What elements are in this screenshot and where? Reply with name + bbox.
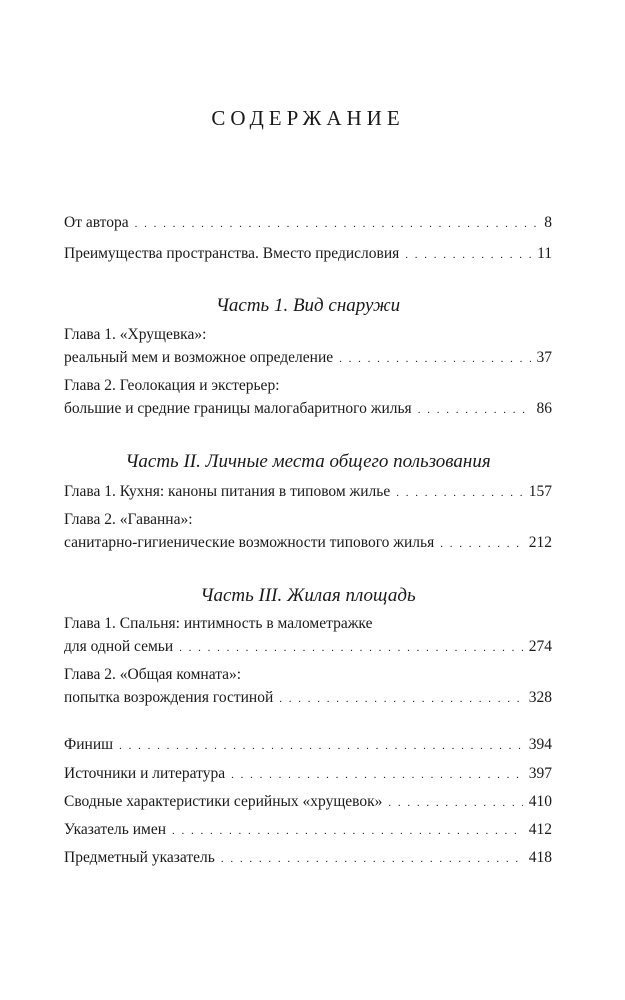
entry-page-number: 410 [528,793,552,810]
part-heading-3: Часть III. Жилая площадь [200,585,416,606]
entry-title-line: для одной семьи [64,638,174,655]
toc-entry-part3-chapter2[interactable] [64,663,552,711]
entry-page-number: 86 [536,400,552,417]
entry-page-number: 37 [536,349,552,366]
dot-leader [221,848,523,871]
entry-page-number: 412 [528,821,552,838]
toc-entry-part1-chapter2[interactable] [64,374,552,422]
entry-title-line: санитарно-гигиенические возможности типового жилья [64,534,435,551]
dot-leader [172,820,523,843]
entry-title-line: реальный мем и возможное определение [64,349,334,366]
entry-title-line: Глава 2. Геолокация и экстерьер: [64,377,280,394]
dot-leader [405,244,531,267]
entry-page-number: 8 [544,214,552,231]
entry-title: Глава 1. Кухня: каноны питания в типовом жилье [64,483,391,500]
entry-title-line: Глава 2. «Общая комната»: [64,666,242,683]
toc-entry-part3-chapter1[interactable] [64,612,552,660]
dot-leader [279,688,523,711]
dot-leader [339,348,530,371]
entry-page-number: 394 [528,736,552,753]
toc-entry-subject-index[interactable] [64,846,552,871]
entry-page-number: 397 [528,765,552,782]
entry-page-number: 11 [537,245,552,262]
entry-page-number: 212 [528,534,552,551]
toc-entry-preface[interactable] [64,242,552,267]
dot-leader [119,735,523,758]
toc-entry-name-index[interactable] [64,818,552,843]
entry-page-number: 328 [528,689,552,706]
entry-title: Предметный указатель [64,849,215,866]
entry-page-number: 418 [528,849,552,866]
toc-entry-characteristics[interactable] [64,790,552,815]
entry-title-line: попытка возрождения гостиной [64,689,274,706]
dot-leader [231,764,523,787]
toc-entry-part2-chapter1[interactable] [64,480,552,505]
entry-title: Источники и литература [64,765,226,782]
entry-title: От автора [64,214,129,231]
entry-title-line: большие и средние границы малогабаритного жилья [64,400,412,417]
entry-title: Финиш [64,736,114,753]
toc-entry-part1-chapter1[interactable] [64,323,552,371]
toc-entry-finish[interactable] [64,733,552,758]
entry-title: Преимущества пространства. Вместо предисловия [64,245,400,262]
dot-leader [135,213,539,236]
part-heading-2: Часть II. Личные места общего пользования [125,451,491,472]
dot-leader [440,533,523,556]
dot-leader [418,399,531,422]
entry-title-line: Глава 2. «Гаванна»: [64,511,193,528]
entry-title: Сводные характеристики серийных «хрущевок» [64,793,383,810]
entry-page-number: 274 [528,638,552,655]
part-heading-1: Часть 1. Вид снаружи [215,295,401,316]
entry-title-line: Глава 1. «Хрущевка»: [64,326,207,343]
entry-page-number: 157 [528,483,552,500]
dot-leader [388,792,522,815]
toc-entry-sources[interactable] [64,762,552,787]
page-title: СОДЕРЖАНИЕ [211,106,405,130]
entry-title-line: Глава 1. Спальня: интимность в малометражке [64,615,373,632]
dot-leader [396,482,523,505]
dot-leader [179,637,523,660]
entry-title: Указатель имен [64,821,166,838]
toc-entry-part2-chapter2[interactable] [64,508,552,556]
toc-entry-from-author[interactable] [64,211,552,236]
